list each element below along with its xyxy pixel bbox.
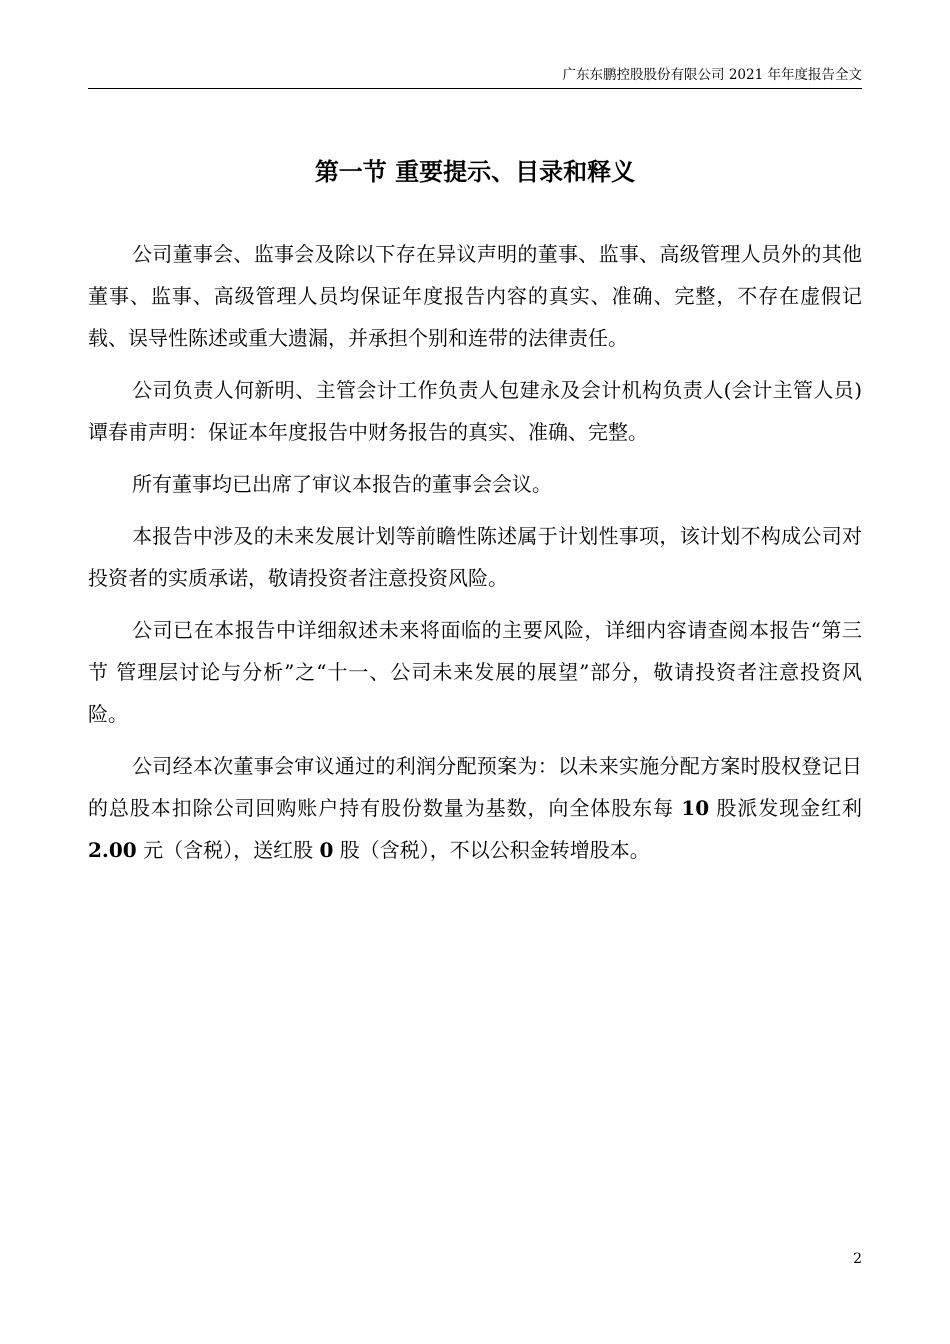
paragraph-financial-statement: 公司负责人何新明、主管会计工作负责人包建永及会计机构负责人(会计主管人员)谭春甫声明：保证本年度报告中财务报告的真实、准确、完整。 bbox=[88, 378, 862, 444]
page-header bbox=[88, 62, 862, 89]
distribution-text-2: 股派发现金红利 bbox=[709, 796, 862, 820]
distribution-text-3: 元（含税），送红股 bbox=[136, 838, 320, 862]
dividend-value: 2.00 bbox=[88, 838, 137, 862]
distribution-text-4: 股（含税），不以公积金转增股本。 bbox=[333, 838, 650, 862]
page-number: 2 bbox=[853, 1251, 862, 1267]
running-title: 广东东鹏控股股份有限公司 2021 年年度报告全文 bbox=[562, 67, 862, 83]
document-body bbox=[88, 233, 862, 881]
distribution-text-1: 公司经本次董事会审议通过的利润分配预案为：以未来实施分配方案时股权登记日的总股本扣除公司回购账户持有股份数量为基数，向全体股东每 bbox=[88, 754, 862, 820]
paragraph-board-attendance: 所有董事均已出席了审议本报告的董事会会议。 bbox=[132, 472, 552, 496]
section-title: 第一节 重要提示、目录和释义 bbox=[314, 158, 636, 186]
bonus-shares-value: 0 bbox=[319, 838, 334, 862]
paragraph-forward-looking: 本报告中涉及的未来发展计划等前瞻性陈述属于计划性事项，该计划不构成公司对投资者的实质承诺，敬请投资者注意投资风险。 bbox=[88, 524, 862, 590]
paragraph-profit-distribution bbox=[88, 745, 862, 871]
paragraph-responsibility: 公司董事会、监事会及除以下存在异议声明的董事、监事、高级管理人员外的其他董事、监事、高级管理人员均保证年度报告内容的真实、准确、完整，不存在虚假记载、误导性陈述或重大遗漏，并承担个别和连带的法律责任。 bbox=[88, 242, 862, 350]
shares-per-value: 10 bbox=[681, 796, 710, 820]
paragraph-risk-notice: 公司已在本报告中详细叙述未来将面临的主要风险，详细内容请查阅本报告“第三节 管理层讨论与分析”之“十一、公司未来发展的展望”部分，敬请投资者注意投资风险。 bbox=[88, 618, 862, 726]
